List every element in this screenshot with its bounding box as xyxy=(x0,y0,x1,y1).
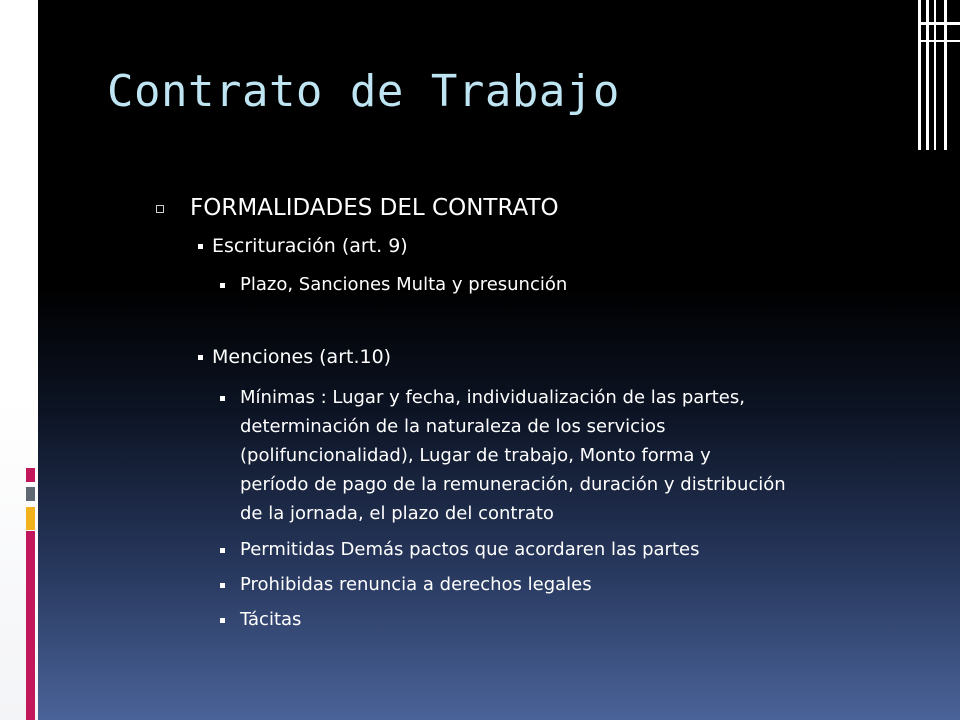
accent-bar-gold xyxy=(26,507,35,530)
slide-title: Contrato de Trabajo xyxy=(107,66,620,117)
sub-item-plazo: Plazo, Sanciones Multa y presunción xyxy=(240,274,568,295)
accent-bar-gray xyxy=(26,487,35,501)
accent-bar-magenta xyxy=(26,468,35,482)
square-bullet-icon xyxy=(220,583,225,588)
sub-item-prohibidas: Prohibidas renuncia a derechos legales xyxy=(240,574,592,595)
sub-item-minimas-line3: (polifuncionalidad), Lugar de trabajo, Monto forma y xyxy=(240,445,711,466)
list-item-escrituracion: Escrituración (art. 9) xyxy=(212,235,408,257)
list-item-menciones: Menciones (art.10) xyxy=(212,346,392,368)
sub-item-minimas-line2: determinación de la naturaleza de los servicios xyxy=(240,416,666,437)
square-bullet-icon xyxy=(198,244,203,249)
sub-item-minimas-line5: de la jornada, el plazo del contrato xyxy=(240,503,554,524)
accent-bar-magenta-long xyxy=(26,531,35,720)
square-bullet-icon xyxy=(220,283,225,288)
sub-item-minimas-line4: período de pago de la remuneración, duración y distribución xyxy=(240,474,786,495)
corner-ornament xyxy=(910,0,960,150)
sub-item-permitidas: Permitidas Demás pactos que acordaren las partes xyxy=(240,539,700,560)
hollow-square-bullet-icon xyxy=(156,205,164,213)
square-bullet-icon xyxy=(198,355,203,360)
slide-canvas xyxy=(38,0,960,720)
section-heading: FORMALIDADES DEL CONTRATO xyxy=(190,195,559,221)
square-bullet-icon xyxy=(220,548,225,553)
square-bullet-icon xyxy=(220,618,225,623)
square-bullet-icon xyxy=(220,396,225,401)
sub-item-tacitas: Tácitas xyxy=(240,609,302,630)
sub-item-minimas-line1: Mínimas : Lugar y fecha, individualización de las partes, xyxy=(240,387,745,408)
